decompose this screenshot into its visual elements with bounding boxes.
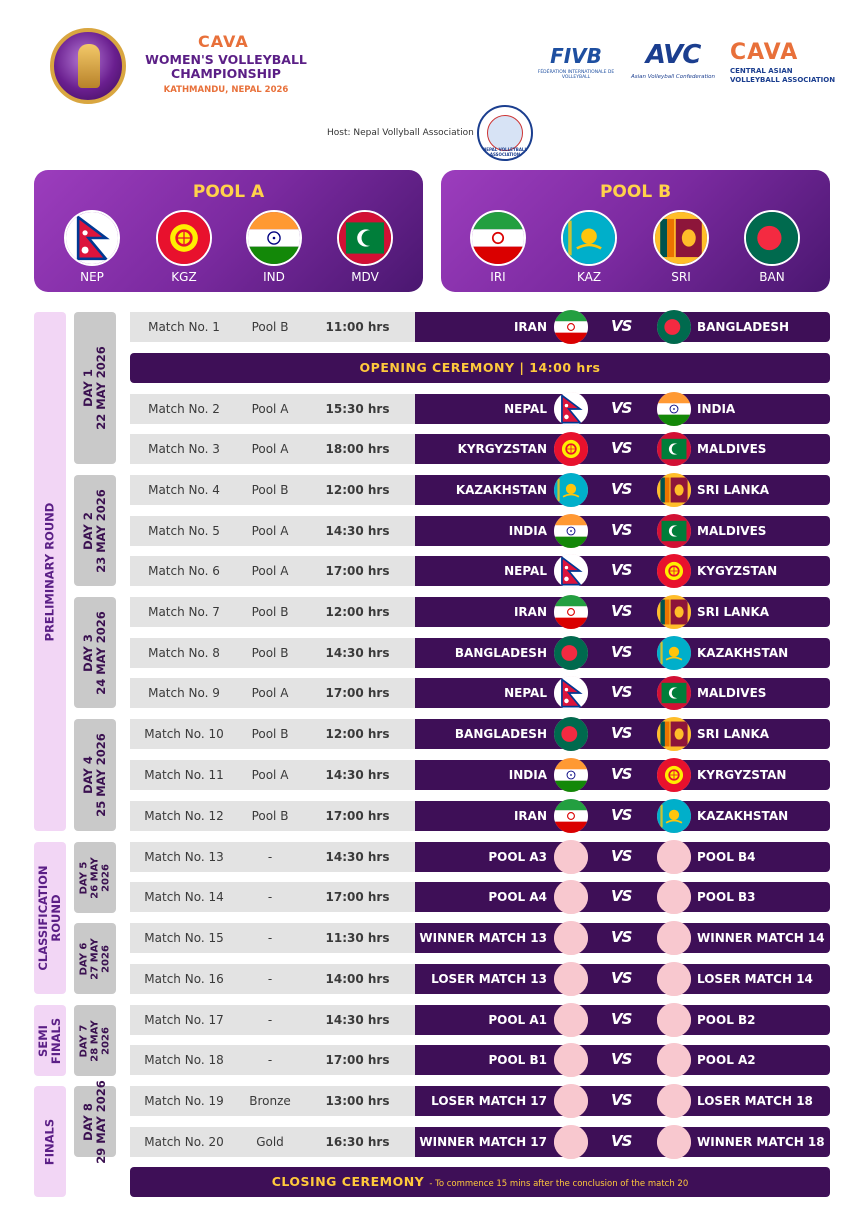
- match-time: 14:00 hrs: [325, 972, 390, 986]
- match-info-row: [130, 394, 415, 424]
- home-team-name: NEPAL: [504, 686, 547, 700]
- match-time: 14:30 hrs: [325, 524, 390, 538]
- vs-label: VS: [611, 928, 632, 946]
- match-pool: -: [267, 1013, 273, 1027]
- team-code: MDV: [351, 270, 379, 284]
- day-label: DAY 8 29 MAY 2026: [81, 1079, 108, 1164]
- fivb-subtitle: FÉDÉRATION INTERNATIONALE DE VOLLEYBALL: [537, 70, 615, 80]
- day-6: [74, 923, 116, 994]
- match-pool: Pool A: [251, 564, 289, 578]
- match-pool: Pool B: [251, 646, 289, 660]
- nepal-flag-icon: [554, 392, 588, 426]
- sri-lanka-flag-icon: [653, 210, 709, 266]
- match-number: Match No. 6: [148, 564, 220, 578]
- brand-top: CAVA: [198, 32, 249, 51]
- match-time: 11:00 hrs: [325, 320, 390, 334]
- day-label: DAY 3 24 MAY 2026: [81, 610, 108, 695]
- placeholder-flag-icon: [554, 921, 588, 955]
- stage-label: PRELIMINARY ROUND: [42, 502, 57, 641]
- bangladesh-flag-icon: [554, 717, 588, 751]
- vs-label: VS: [611, 317, 632, 335]
- day-2: [74, 475, 116, 586]
- match-pool: Pool A: [251, 686, 289, 700]
- match-time: 13:00 hrs: [325, 1094, 390, 1108]
- match-pool: Bronze: [249, 1094, 291, 1108]
- placeholder-flag-icon: [554, 1125, 588, 1159]
- nva-badge: [477, 105, 533, 161]
- home-team-name: LOSER MATCH 13: [431, 972, 547, 986]
- away-team-name: KAZAKHSTAN: [697, 646, 789, 660]
- home-team-name: POOL A4: [488, 890, 547, 904]
- match-teams-bar: [415, 842, 830, 872]
- team-code: BAN: [759, 270, 785, 284]
- away-team-name: WINNER MATCH 18: [697, 1135, 825, 1149]
- avc-logo: AVC: [645, 40, 701, 70]
- away-team-name: POOL B4: [697, 850, 756, 864]
- match-number: Match No. 4: [148, 483, 220, 497]
- avc-subtitle: Asian Volleyball Confederation: [631, 74, 715, 80]
- away-team-name: KYRGYZSTAN: [697, 768, 787, 782]
- sri-lanka-flag-icon: [657, 595, 691, 629]
- vs-label: VS: [611, 602, 632, 620]
- nva-badge-text: NEPAL VOLLEYBALL ASSOCIATION: [482, 147, 528, 157]
- kyrgyzstan-flag-icon: [554, 432, 588, 466]
- nepal-flag-icon: [554, 676, 588, 710]
- venue-text: KATHMANDU, NEPAL 2026: [163, 85, 289, 95]
- match-number: Match No. 19: [144, 1094, 224, 1108]
- match-number: Match No. 3: [148, 442, 220, 456]
- home-team-name: NEPAL: [504, 564, 547, 578]
- maldives-flag-icon: [657, 514, 691, 548]
- stage-classification: [34, 842, 66, 994]
- pool-b-title: POOL B: [599, 182, 672, 202]
- match-number: Match No. 20: [144, 1135, 224, 1149]
- home-team-name: POOL A3: [488, 850, 547, 864]
- opening-ceremony-bar: [130, 353, 830, 383]
- vs-label: VS: [611, 724, 632, 742]
- cava-logo: CAVA: [730, 40, 799, 65]
- day-3: [74, 597, 116, 708]
- sri-lanka-flag-icon: [657, 473, 691, 507]
- match-teams-bar: [415, 597, 830, 627]
- fivb-logo: FIVB: [550, 44, 602, 68]
- vs-label: VS: [611, 1050, 632, 1068]
- match-info-row: [130, 760, 415, 790]
- match-teams-bar: [415, 434, 830, 464]
- stage-preliminary: [34, 312, 66, 831]
- match-info-row: [130, 842, 415, 872]
- match-number: Match No. 10: [144, 727, 224, 741]
- home-team-name: WINNER MATCH 17: [419, 1135, 547, 1149]
- kazakhstan-flag-icon: [657, 636, 691, 670]
- championship-title: WOMEN'S VOLLEYBALL CHAMPIONSHIP: [145, 52, 307, 81]
- kazakhstan-flag-icon: [657, 799, 691, 833]
- match-time: 12:00 hrs: [325, 727, 390, 741]
- away-team-name: KAZAKHSTAN: [697, 809, 789, 823]
- match-number: Match No. 18: [144, 1053, 224, 1067]
- match-info-row: [130, 882, 415, 912]
- cava-subtitle: CENTRAL ASIAN VOLLEYBALL ASSOCIATION: [730, 67, 836, 84]
- match-pool: Pool A: [251, 768, 289, 782]
- match-number: Match No. 16: [144, 972, 224, 986]
- kyrgyzstan-flag-icon: [657, 554, 691, 588]
- match-time: 18:00 hrs: [325, 442, 390, 456]
- day-4: [74, 719, 116, 831]
- match-number: Match No. 13: [144, 850, 224, 864]
- match-time: 17:00 hrs: [325, 564, 390, 578]
- match-time: 14:30 hrs: [325, 768, 390, 782]
- championship-logo: [50, 28, 126, 104]
- match-number: Match No. 5: [148, 524, 220, 538]
- away-team-name: MALDIVES: [697, 442, 767, 456]
- match-time: 11:30 hrs: [325, 931, 390, 945]
- pool-b-team-4: [742, 210, 802, 284]
- match-time: 12:00 hrs: [325, 605, 390, 619]
- away-team-name: LOSER MATCH 18: [697, 1094, 813, 1108]
- day-label: DAY 6 27 MAY 2026: [78, 937, 112, 980]
- vs-label: VS: [611, 806, 632, 824]
- match-info-row: [130, 1127, 415, 1157]
- match-time: 17:00 hrs: [325, 809, 390, 823]
- match-pool: Pool A: [251, 524, 289, 538]
- vs-label: VS: [611, 683, 632, 701]
- day-label: DAY 5 26 MAY 2026: [78, 856, 112, 899]
- placeholder-flag-icon: [554, 962, 588, 996]
- vs-label: VS: [611, 480, 632, 498]
- match-teams-bar: [415, 760, 830, 790]
- vs-label: VS: [611, 765, 632, 783]
- placeholder-flag-icon: [657, 1084, 691, 1118]
- home-team-name: POOL A1: [488, 1013, 547, 1027]
- match-teams-bar: [415, 801, 830, 831]
- stage-label: CLASSIFICATION ROUND: [36, 865, 63, 971]
- india-flag-icon: [554, 514, 588, 548]
- vs-label: VS: [611, 847, 632, 865]
- match-number: Match No. 12: [144, 809, 224, 823]
- vs-label: VS: [611, 1091, 632, 1109]
- opening-ceremony-text: OPENING CEREMONY | 14:00 hrs: [359, 360, 601, 375]
- home-team-name: NEPAL: [504, 402, 547, 416]
- home-team-name: WINNER MATCH 13: [419, 931, 547, 945]
- vs-label: VS: [611, 1010, 632, 1028]
- match-info-row: [130, 719, 415, 749]
- match-time: 12:00 hrs: [325, 483, 390, 497]
- pool-a-team-3: [244, 210, 304, 284]
- match-info-row: [130, 1045, 415, 1075]
- match-info-row: [130, 312, 415, 342]
- pool-b-team-2: [559, 210, 619, 284]
- stage-finals: [34, 1086, 66, 1197]
- bangladesh-flag-icon: [744, 210, 800, 266]
- pool-b-team-1: [468, 210, 528, 284]
- placeholder-flag-icon: [657, 962, 691, 996]
- match-teams-bar: [415, 475, 830, 505]
- india-flag-icon: [246, 210, 302, 266]
- match-teams-bar: [415, 1127, 830, 1157]
- pool-a-team-2: [154, 210, 214, 284]
- maldives-flag-icon: [337, 210, 393, 266]
- pool-b-card: [441, 170, 830, 292]
- day-label: DAY 1 22 MAY 2026: [81, 346, 108, 430]
- placeholder-flag-icon: [657, 840, 691, 874]
- match-info-row: [130, 638, 415, 668]
- home-team-name: INDIA: [508, 524, 547, 538]
- match-pool: Pool B: [251, 605, 289, 619]
- placeholder-flag-icon: [554, 840, 588, 874]
- away-team-name: POOL B2: [697, 1013, 756, 1027]
- home-team-name: INDIA: [508, 768, 547, 782]
- match-teams-bar: [415, 1086, 830, 1116]
- match-time: 17:00 hrs: [325, 890, 390, 904]
- match-number: Match No. 17: [144, 1013, 224, 1027]
- match-teams-bar: [415, 882, 830, 912]
- away-team-name: WINNER MATCH 14: [697, 931, 825, 945]
- day-label: DAY 7 28 MAY 2026: [78, 1019, 112, 1062]
- maldives-flag-icon: [657, 432, 691, 466]
- match-teams-bar: [415, 516, 830, 546]
- match-number: Match No. 7: [148, 605, 220, 619]
- iran-flag-icon: [554, 310, 588, 344]
- placeholder-flag-icon: [657, 1125, 691, 1159]
- match-pool: -: [267, 1053, 273, 1067]
- placeholder-flag-icon: [554, 880, 588, 914]
- away-team-name: KYGYZSTAN: [697, 564, 778, 578]
- home-team-name: LOSER MATCH 17: [431, 1094, 547, 1108]
- match-teams-bar: [415, 1005, 830, 1035]
- volleyball-net-icon: [487, 115, 523, 151]
- sri-lanka-flag-icon: [657, 717, 691, 751]
- away-team-name: MALDIVES: [697, 524, 767, 538]
- match-pool: Pool B: [251, 809, 289, 823]
- match-info-row: [130, 964, 415, 994]
- away-team-name: INDIA: [697, 402, 736, 416]
- match-time: 14:30 hrs: [325, 850, 390, 864]
- match-teams-bar: [415, 923, 830, 953]
- day-5: [74, 842, 116, 913]
- match-time: 14:30 hrs: [325, 1013, 390, 1027]
- team-code: IRI: [490, 270, 506, 284]
- iran-flag-icon: [554, 799, 588, 833]
- match-pool: Pool B: [251, 483, 289, 497]
- day-7: [74, 1005, 116, 1076]
- match-pool: Pool B: [251, 320, 289, 334]
- match-pool: -: [267, 890, 273, 904]
- match-time: 14:30 hrs: [325, 646, 390, 660]
- match-number: Match No. 11: [144, 768, 224, 782]
- away-team-name: POOL B3: [697, 890, 756, 904]
- closing-ceremony-bar: [130, 1167, 830, 1197]
- nepal-flag-icon: [554, 554, 588, 588]
- match-info-row: [130, 923, 415, 953]
- vs-label: VS: [611, 561, 632, 579]
- day-label: DAY 4 25 MAY 2026: [81, 733, 108, 817]
- maldives-flag-icon: [657, 676, 691, 710]
- match-number: Match No. 1: [148, 320, 220, 334]
- home-team-name: KAZAKHSTAN: [455, 483, 547, 497]
- bangladesh-flag-icon: [657, 310, 691, 344]
- pool-b-team-3: [651, 210, 711, 284]
- away-team-name: SRI LANKA: [697, 605, 770, 619]
- closing-ceremony-note: - To commence 15 mins after the conclusion of the match 20: [429, 1179, 689, 1189]
- match-info-row: [130, 678, 415, 708]
- day-8: [74, 1079, 116, 1164]
- kazakhstan-flag-icon: [554, 473, 588, 507]
- kyrgyzstan-flag-icon: [657, 758, 691, 792]
- away-team-name: MALDIVES: [697, 686, 767, 700]
- match-info-row: [130, 516, 415, 546]
- home-team-name: KYRGYZSTAN: [457, 442, 547, 456]
- home-team-name: POOL B1: [488, 1053, 547, 1067]
- match-info-row: [130, 434, 415, 464]
- kyrgyzstan-flag-icon: [156, 210, 212, 266]
- match-pool: Gold: [256, 1135, 284, 1149]
- vs-label: VS: [611, 1132, 632, 1150]
- away-team-name: BANGLADESH: [697, 320, 790, 334]
- match-teams-bar: [415, 678, 830, 708]
- match-pool: -: [267, 850, 273, 864]
- match-teams-bar: [415, 964, 830, 994]
- vs-label: VS: [611, 887, 632, 905]
- match-teams-bar: [415, 638, 830, 668]
- india-flag-icon: [554, 758, 588, 792]
- vs-label: VS: [611, 969, 632, 987]
- match-teams-bar: [415, 556, 830, 586]
- away-team-name: SRI LANKA: [697, 727, 770, 741]
- match-time: 17:00 hrs: [325, 686, 390, 700]
- iran-flag-icon: [554, 595, 588, 629]
- placeholder-flag-icon: [657, 1003, 691, 1037]
- kazakhstan-flag-icon: [561, 210, 617, 266]
- nepal-flag-icon: [64, 210, 120, 266]
- vs-label: VS: [611, 399, 632, 417]
- stage-semi-finals: [34, 1005, 66, 1076]
- match-pool: -: [267, 931, 273, 945]
- pool-a-team-1: [62, 210, 122, 284]
- team-code: NEP: [80, 270, 104, 284]
- match-pool: -: [267, 972, 273, 986]
- match-pool: Pool A: [251, 402, 289, 416]
- vs-label: VS: [611, 521, 632, 539]
- vs-label: VS: [611, 643, 632, 661]
- placeholder-flag-icon: [554, 1043, 588, 1077]
- placeholder-flag-icon: [657, 921, 691, 955]
- placeholder-flag-icon: [657, 1043, 691, 1077]
- match-number: Match No. 8: [148, 646, 220, 660]
- match-time: 17:00 hrs: [325, 1053, 390, 1067]
- match-teams-bar: [415, 719, 830, 749]
- match-number: Match No. 15: [144, 931, 224, 945]
- pool-a-card: [34, 170, 423, 292]
- match-info-row: [130, 597, 415, 627]
- host-text: Host: Nepal Vollyball Association: [327, 128, 474, 138]
- match-info-row: [130, 1086, 415, 1116]
- home-team-name: BANGLADESH: [454, 646, 547, 660]
- match-info-row: [130, 475, 415, 505]
- day-label: DAY 2 23 MAY 2026: [81, 488, 108, 573]
- match-info-row: [130, 801, 415, 831]
- match-teams-bar: [415, 312, 830, 342]
- match-number: Match No. 2: [148, 402, 220, 416]
- placeholder-flag-icon: [554, 1084, 588, 1118]
- match-time: 16:30 hrs: [325, 1135, 390, 1149]
- match-pool: Pool A: [251, 442, 289, 456]
- day-1: [74, 312, 116, 464]
- iran-flag-icon: [470, 210, 526, 266]
- away-team-name: LOSER MATCH 14: [697, 972, 813, 986]
- team-code: IND: [263, 270, 285, 284]
- closing-ceremony-title: CLOSING CEREMONY: [271, 1174, 425, 1189]
- away-team-name: SRI LANKA: [697, 483, 770, 497]
- pool-a-team-4: [335, 210, 395, 284]
- placeholder-flag-icon: [554, 1003, 588, 1037]
- match-pool: Pool B: [251, 727, 289, 741]
- home-team-name: IRAN: [513, 809, 547, 823]
- match-teams-bar: [415, 1045, 830, 1075]
- team-code: KGZ: [171, 270, 197, 284]
- vs-label: VS: [611, 439, 632, 457]
- match-info-row: [130, 1005, 415, 1035]
- stage-label: FINALS: [42, 1118, 57, 1165]
- match-time: 15:30 hrs: [325, 402, 390, 416]
- match-number: Match No. 9: [148, 686, 220, 700]
- home-team-name: IRAN: [513, 320, 547, 334]
- home-team-name: IRAN: [513, 605, 547, 619]
- match-info-row: [130, 556, 415, 586]
- match-teams-bar: [415, 394, 830, 424]
- pool-a-title: POOL A: [192, 182, 265, 202]
- placeholder-flag-icon: [657, 880, 691, 914]
- team-code: KAZ: [576, 270, 602, 284]
- india-flag-icon: [657, 392, 691, 426]
- bangladesh-flag-icon: [554, 636, 588, 670]
- team-code: SRI: [671, 270, 691, 284]
- home-team-name: BANGLADESH: [454, 727, 547, 741]
- match-number: Match No. 14: [144, 890, 224, 904]
- away-team-name: POOL A2: [697, 1053, 756, 1067]
- stage-label: SEMI FINALS: [36, 1017, 63, 1064]
